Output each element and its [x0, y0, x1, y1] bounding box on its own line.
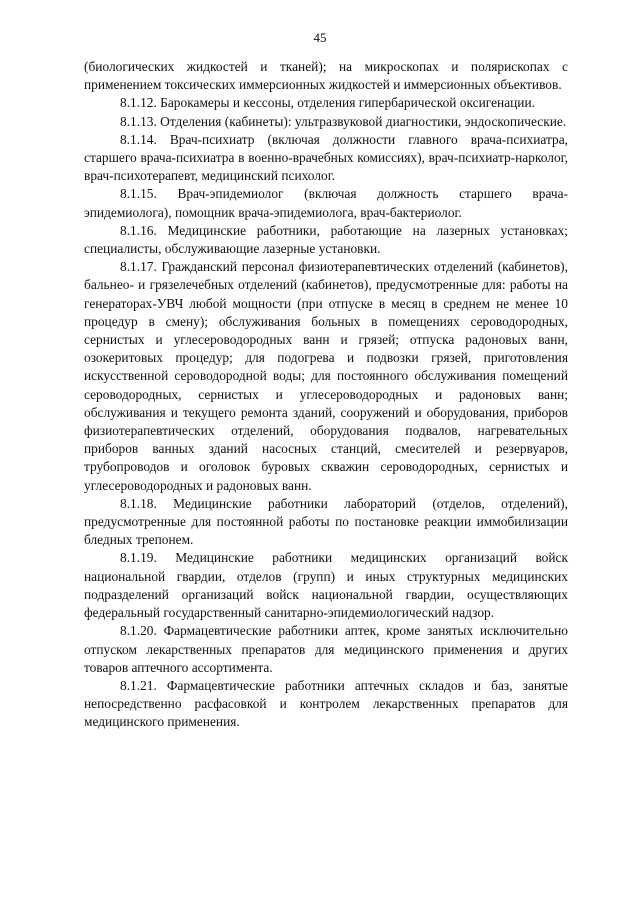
paragraph-8-1-17: 8.1.17. Гражданский персонал физиотерапевтических отделений (кабинетов), бальнео- и грязелечебных отделений (кабинетов), предусмотренные для: работы на генераторах-УВЧ любой мощности (при отпуске в месяц в среднем не менее 10 процедур в смену); обслуживания больных в помещениях сероводородных, сернистых и углесероводородных ванн и грязей; отпуска радоновых ванн, озокеритовых процедур; для подогрева и подвозки грязей, приготовления искусственной сероводородной воды; для постоянного обслуживания помещений сероводородных, сернистых и углесероводородных и радоновых ванн; обслуживания и текущего ремонта зданий, сооружений и оборудования, приборов физиотерапевтических отделений, оборудования подвалов, нагревательных приборов ванных зданий насосных станций, смесителей и резервуаров, трубопроводов и оголовок буровых скважин сероводородных, сернистых и углесероводородных и радоновых ванн. [84, 259, 568, 493]
paragraph-8-1-12: 8.1.12. Барокамеры и кессоны, отделения гипербарической оксигенации. [120, 95, 535, 111]
paragraph-8-1-15: 8.1.15. Врач-эпидемиолог (включая должность старшего врача-эпидемиолога), помощник врача-эпидемиолога, врач-бактериолог. [84, 186, 568, 220]
paragraph-8-1-21: 8.1.21. Фармацевтические работники аптечных складов и баз, занятые непосредственно расфасовкой и контролем лекарственных препаратов для медицинского применения. [84, 677, 568, 730]
document-body [84, 58, 568, 732]
paragraph-8-1-18: 8.1.18. Медицинские работники лабораторий (отделов, отделений), предусмотренные для постоянной работы по постановке реакции иммобилизации бледных трепонем. [84, 495, 568, 548]
paragraph-8-1-20: 8.1.20. Фармацевтические работники аптек, кроме занятых исключительно отпуском лекарственных препаратов для медицинского применения и других товаров аптечного ассортимента. [84, 623, 568, 675]
paragraph-continuation: (биологических жидкостей и тканей); на микроскопах и полярископах с применением токсических иммерсионных жидкостей и иммерсионных объективов. [84, 59, 568, 93]
paragraph-8-1-19: 8.1.19. Медицинские работники медицинских организаций войск национальной гвардии, отделов (групп) и иных структурных медицинских подразделений организаций войск национальной гвардии, осуществляющих федеральный государственный санитарно-эпидемиологический надзор. [84, 550, 568, 621]
paragraph-8-1-14: 8.1.14. Врач-психиатр (включая должности главного врача-психиатра, старшего врача-психиатра в военно-врачебных комиссиях), врач-психиатр-нарколог, врач-психотерапевт, медицинский психолог. [84, 131, 568, 184]
paragraph-8-1-13: 8.1.13. Отделения (кабинеты): ультразвуковой диагностики, эндоскопические. [120, 113, 567, 129]
page-number: 45 [313, 30, 327, 45]
paragraph-8-1-16: 8.1.16. Медицинские работники, работающие на лазерных установках; специалисты, обслуживающие лазерные установки. [84, 222, 568, 257]
